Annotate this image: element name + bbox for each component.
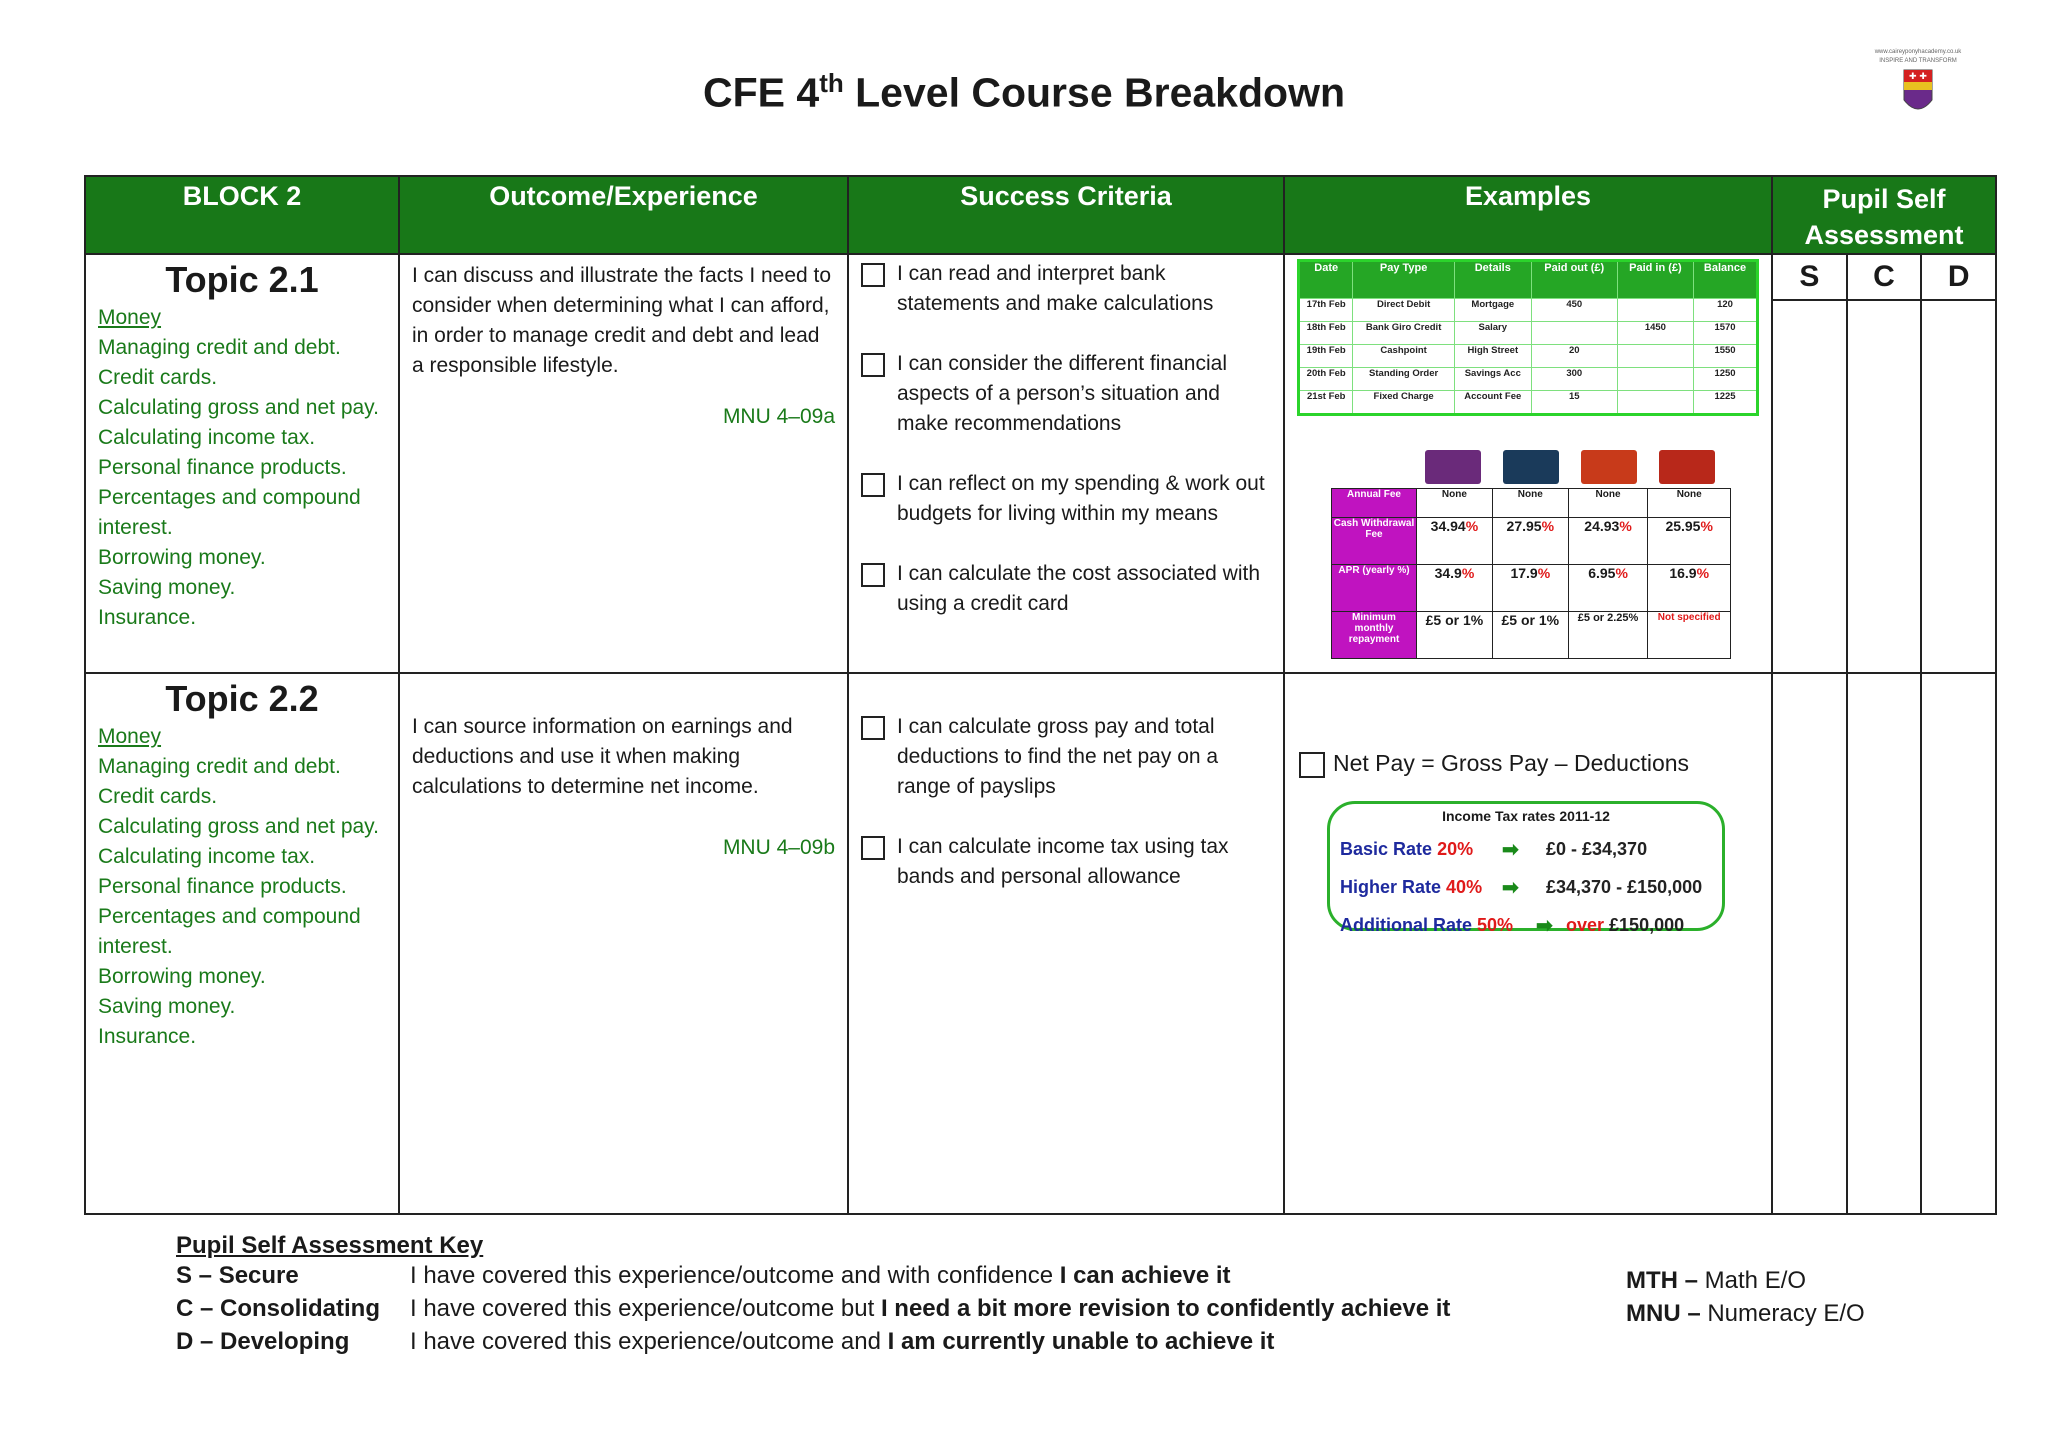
topic-title: Topic 2.2	[165, 678, 319, 719]
secure-box[interactable]	[1773, 301, 1846, 672]
comparison-value: 34.9%	[1417, 565, 1493, 612]
developing-box[interactable]	[1920, 301, 1995, 672]
key-row: C – Consolidating I have covered this experience/outcome but I need a bit more revision to confidently achieve it	[176, 1295, 1451, 1322]
credit-card-image	[1659, 450, 1715, 484]
credit-card-image	[1425, 450, 1481, 484]
comparison-value: 24.93%	[1568, 518, 1648, 565]
net-pay-formula[interactable]: Net Pay = Gross Pay – Deductions	[1299, 750, 1771, 777]
comparison-row-label: APR (yearly %)	[1332, 565, 1417, 612]
secure-column-header: S	[1799, 260, 1820, 293]
assessment-key	[176, 1232, 1450, 1361]
comparison-value: £5 or 1%	[1492, 612, 1568, 659]
topic-cell	[85, 673, 399, 1214]
comparison-row-label: Minimum monthly repayment	[1332, 612, 1417, 659]
bank-statement: Date Pay Type Details Paid out (£) Paid in (£) Balance 17th Feb Direct Debit Mortgage 450 120 18th Feb Bank Giro Credit Salary 1450 1570 19th Feb Cashpoint High Street 20 1550 20th Feb Standing Order Savings Acc 300 1250 21st Feb Fixed Charge Account Fee 15 1225	[1297, 259, 1759, 416]
comparison-value: 34.94%	[1417, 518, 1493, 565]
credit-card-image	[1503, 450, 1559, 484]
topic-link[interactable]: Money	[98, 306, 162, 329]
comparison-value: 27.95%	[1492, 518, 1568, 565]
criteria-checkbox-item[interactable]: I can reflect on my spending & work out budgets for living within my means	[859, 469, 1273, 529]
criteria-checkbox-item[interactable]: I can calculate gross pay and total deductions to find the net pay on a range of payslips	[859, 712, 1273, 802]
comparison-value: 6.95%	[1568, 565, 1648, 612]
comparison-row-label: Annual Fee	[1332, 489, 1417, 518]
examples-header: Examples	[1284, 176, 1772, 254]
svg-text:✚ ✚: ✚ ✚	[1909, 72, 1927, 82]
income-tax-box: Income Tax rates 2011-12 Basic Rate 20% ➡ £0 - £34,370 Higher Rate 40% ➡ £34,370 - £150,000 Additional Rate 50% ➡ over £150,000	[1327, 801, 1725, 931]
key-row: S – Secure I have covered this experience/outcome and with confidence I can achieve it	[176, 1262, 1231, 1289]
criteria-checkbox-item[interactable]: I can read and interpret bank statements and make calculations	[859, 259, 1273, 319]
crest-icon	[1858, 66, 1978, 122]
arrow-right-icon: ➡	[1502, 876, 1519, 899]
secure-box[interactable]	[1773, 674, 1846, 1213]
examples-cell	[1284, 673, 1772, 1214]
block-header: BLOCK 2	[85, 176, 399, 254]
criteria-cell	[848, 673, 1284, 1214]
outcome-code: MNU 4–09b	[722, 836, 835, 859]
comparison-row-label: Cash Withdrawal Fee	[1332, 518, 1417, 565]
tax-rate-row: Basic Rate 20% ➡ £0 - £34,370	[1340, 838, 1648, 861]
credit-card-images	[1425, 450, 1771, 484]
page-title: CFE 4th Level Course Breakdown	[702, 68, 1346, 116]
consolidating-box[interactable]	[1846, 301, 1921, 672]
outcome-cell	[399, 254, 848, 673]
outcome-code: MNU 4–09a	[722, 405, 835, 428]
outcome-header: Outcome/Experience	[399, 176, 848, 254]
consolidating-box[interactable]	[1846, 674, 1921, 1213]
outcome-cell	[399, 673, 848, 1214]
tax-rate-row: Higher Rate 40% ➡ £34,370 - £150,000	[1340, 876, 1703, 899]
comparison-value: 17.9%	[1492, 565, 1568, 612]
arrow-right-icon: ➡	[1502, 838, 1519, 861]
comparison-value: Not specified	[1648, 612, 1731, 659]
key-title: Pupil Self Assessment Key	[176, 1232, 484, 1259]
course-table	[84, 175, 1997, 1215]
criteria-checkbox-item[interactable]: I can calculate the cost associated with using a credit card	[859, 559, 1273, 619]
credit-card-image	[1581, 450, 1637, 484]
topic-title: Topic 2.1	[165, 259, 319, 300]
school-logo: www.caireyponyhacademy.co.uk INSPIRE AND TRANSFORM ✚ ✚	[1858, 48, 1978, 128]
developing-column-header: D	[1920, 255, 1995, 299]
arrow-right-icon: ➡	[1536, 914, 1553, 937]
comparison-value: £5 or 1%	[1417, 612, 1493, 659]
developing-box[interactable]	[1920, 674, 1995, 1213]
comparison-value: None	[1568, 489, 1648, 518]
topic-cell	[85, 254, 399, 673]
outcome-text: I can discuss and illustrate the facts I need to consider when determining what I can afford, in order to manage credit and debt and lead a responsible lifestyle.	[412, 264, 832, 377]
outcome-text: I can source information on earnings and deductions and use it when making calculations to determine net income.	[412, 715, 793, 798]
tax-rate-row: Additional Rate 50% ➡ over £150,000	[1340, 914, 1685, 937]
key-row: D – Developing I have covered this experience/outcome and I am currently unable to achieve it	[176, 1328, 1275, 1355]
examples-cell	[1284, 254, 1772, 673]
criteria-cell	[848, 254, 1284, 673]
topic-link[interactable]: Money	[98, 725, 162, 748]
comparison-value: £5 or 2.25%	[1568, 612, 1648, 659]
criteria-checkbox-item[interactable]: I can consider the different financial aspects of a person’s situation and make recommendations	[859, 349, 1273, 439]
topic-list: Money Managing credit and debt. Credit cards. Calculating gross and net pay. Calculating income tax. Personal finance products. Percentages and compound interest. Borrowing money. Saving money. Insurance.	[86, 722, 398, 1052]
self-assessment-cell	[1772, 673, 1996, 1214]
criteria-checkbox-item[interactable]: I can calculate income tax using tax bands and personal allowance	[859, 832, 1273, 892]
self-assessment-cell	[1772, 254, 1996, 673]
comparison-value: None	[1492, 489, 1568, 518]
consolidating-column-header: C	[1846, 255, 1921, 299]
comparison-value: None	[1648, 489, 1731, 518]
topic-list: Money Managing credit and debt. Credit cards. Calculating gross and net pay. Calculating income tax. Personal finance products. Percentages and compound interest. Borrowing money. Saving money. Insurance.	[86, 303, 398, 633]
credit-card-comparison	[1331, 488, 1731, 659]
comparison-value: None	[1417, 489, 1493, 518]
code-key: MTH – Math E/O MNU – Numeracy E/O	[1626, 1267, 1865, 1327]
comparison-value: 16.9%	[1648, 565, 1731, 612]
comparison-value: 25.95%	[1648, 518, 1731, 565]
success-header: Success Criteria	[848, 176, 1284, 254]
self-assessment-header: Pupil Self Assessment	[1772, 176, 1996, 254]
